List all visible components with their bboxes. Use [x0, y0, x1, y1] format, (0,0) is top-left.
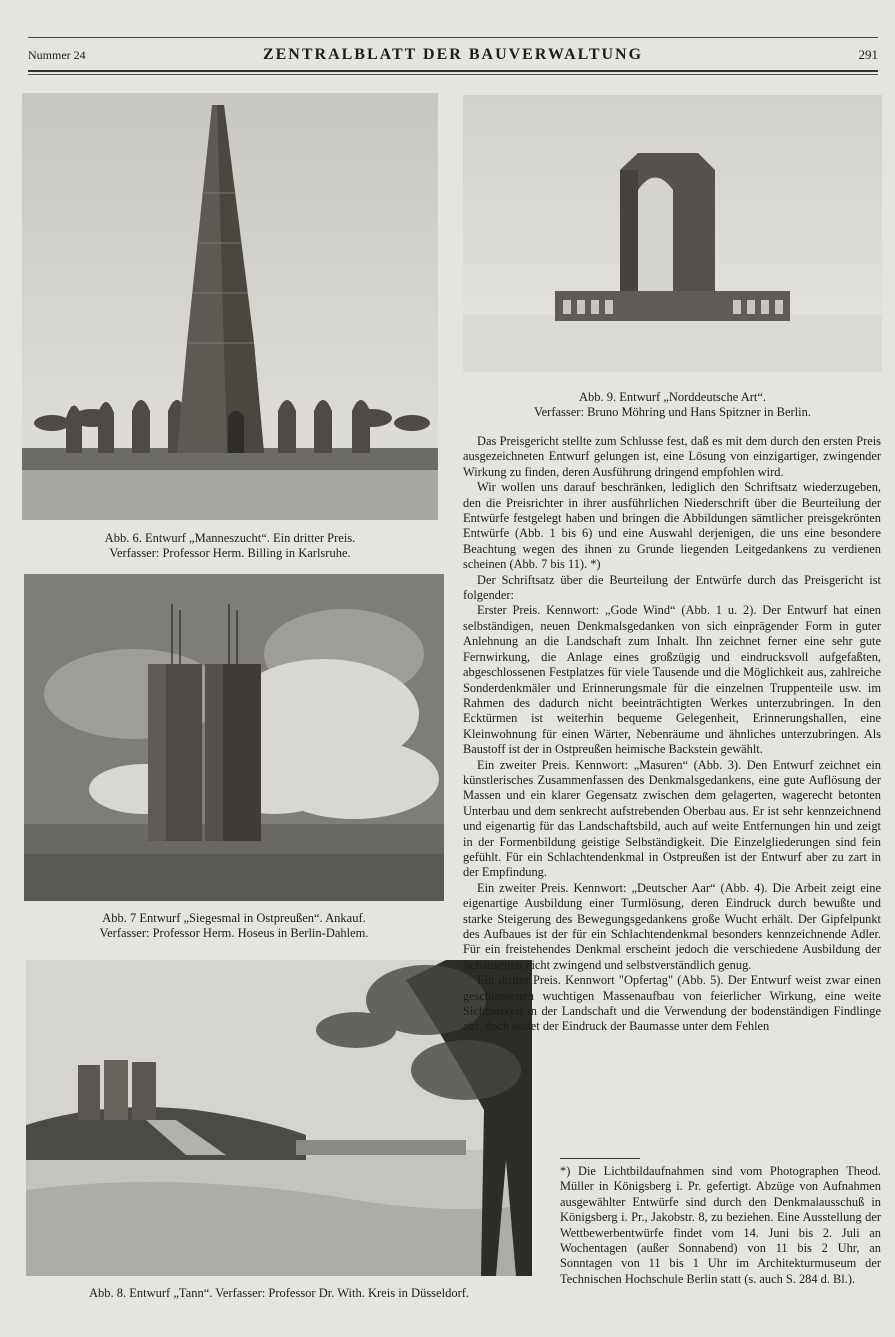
- caption-line: Abb. 9. Entwurf „Norddeutsche Art“.: [578, 390, 767, 404]
- caption-line: Verfasser: Bruno Möhring und Hans Spitzner in Berlin.: [533, 405, 812, 419]
- figure-abb9-caption: [463, 390, 882, 420]
- caption-line: Verfasser: Professor Herm. Hoseus in Berlin-Dahlem.: [99, 926, 369, 940]
- caption-line: Abb. 6. Entwurf „Manneszucht“. Ein dritter Preis.: [104, 531, 356, 545]
- header-rule-thin: [28, 74, 878, 75]
- figure-abb6-image: [22, 93, 438, 520]
- figure-abb7-image: [24, 574, 444, 901]
- body-paragraph: Erster Preis. Kennwort: „Gode Wind“ (Abb. 1 u. 2). Der Entwurf hat einen selbständigen, neuen Denkmalsgedanken von sich einprägender Form in guter Anlehnung an die Landschaft zum Inhalt. Ihn zeichnet ferner eine sehr gute Fernwirkung, die Anlage eines großzügig und eindrucksvoll aufgefaßten, abgeschlossenen Festplatzes für viele Tausende und die Möglichkeit aus, zahlreiche Sonderdenkmäler und Erinnerungsmale für die einzelnen Truppenteile usw. im Rahmen des dadurch nicht beeinträchtigten Werkes unterzubringen. In den Ecktürmen ist weiterhin bequeme Gelegenheit, Erinnerungshallen, eine Kleinwohnung für einen Wärter, Nebenräume und ähnliches unterzubringen. Als Baustoff ist der in Ostpreußen heimische Backstein gewählt.: [463, 603, 881, 757]
- article-body: [463, 434, 881, 1154]
- journal-title: ZENTRALBLATT DER BAUVERWALTUNG: [262, 46, 644, 63]
- body-paragraph: Der Schriftsatz über die Beurteilung der Entwürfe durch das Preisgericht ist folgender:: [463, 572, 881, 603]
- body-paragraph: Ein zweiter Preis. Kennwort: „Masuren“ (Abb. 3). Den Entwurf zeichnet ein künstlerisches Zusammenfassen des Denkmalsgedankens, eine gute Auflösung der Massen und ein klarer Gegensatz zwischen dem gelagerten, wagerecht betonten Unterbau und dem senkrecht aufstrebenden Oberbau aus. Er ist sehr kennzeichnend und eigenartig für das Landschaftsbild, auch auf weite Entfernungen hin und zeigt in der Formenbildung geistige Selbständigkeit. Die Einzelgliederungen sind fein gefühlt. Für ein Schlachtendenkmal in Ostpreußen ist der Entwurf aber zu zart in der Empfindung.: [463, 757, 881, 880]
- body-paragraph: Das Preisgericht stellte zum Schlusse fest, daß es mit dem durch den ersten Preis ausgezeichneten Entwurf gelungen ist, eine Lösung von einzigartiger, zwingender Wirkung zu finden, deren Ausführung dringend empfohlen wird.: [463, 434, 881, 479]
- caption-line: Verfasser: Professor Herm. Billing in Karlsruhe.: [109, 546, 351, 560]
- running-header: [28, 46, 878, 64]
- figure-abb8-image: [26, 960, 532, 1276]
- body-paragraph: Wir wollen uns darauf beschränken, lediglich den Schriftsatz wiederzugeben, den die Preisrichter in ihrer ausführlichen Niederschrift über die Beurteilung der Entwürfe festgelegt haben und bringen die Abbildungen sämtlicher preisgekrönten Entwürfe (Abb. 1 bis 6) und eine Auswahl derjenigen, die uns eine besondere Beachtung wegen des ihnen zu Grunde liegenden Leitgedankens zu verdienen scheinen (Abb. 7 bis 11). *): [463, 480, 881, 572]
- body-paragraph: Ein zweiter Preis. Kennwort: „Deutscher Aar“ (Abb. 4). Die Arbeit zeigt eine eigenartige Ausbildung einer Turmlösung, deren Eindruck durch bewußte und starke Steigerung des Bewegungsgedankens große Wucht erhält. Der Gipfelpunkt des Aufbaues ist der für ein Schlachtendenkmal besonders kennzeichnende Adler. Für ein freistehendes Denkmal erscheint jedoch die verschiedene Ausbildung der Schauseiten nicht zwingend und selbstverständlich genug.: [463, 880, 881, 972]
- issue-number: Nummer 24: [28, 48, 86, 62]
- footnote: *) Die Lichtbildaufnahmen sind vom Photographen Theod. Müller in Königsberg i. Pr. gefertigt. Abzüge von Aufnahmen ausgewählter Entwürfe sind durch den Denkmalausschuß in Königsberg i. Pr., Jakobstr. 8, zu beziehen. Eine Ausstellung der Wettbewerbentwürfe findet vom 14. Juni bis 2. Juli an Wochentagen (außer Sonnabend) von 11 bis 2 Uhr, an Sonntagen von 11 bis 1 Uhr im Architekturmuseum der Technischen Hochschule Berlin statt (s. auch S. 284 d. Bl.).: [560, 1164, 881, 1286]
- figure-abb6-caption: [22, 531, 438, 561]
- top-rule: [28, 37, 878, 38]
- figure-abb8-caption: [26, 1286, 532, 1301]
- figure-abb7-caption: [24, 911, 444, 941]
- figure-abb9-image: [463, 95, 882, 372]
- header-rule: [28, 70, 878, 72]
- footnote-rule: [560, 1158, 640, 1159]
- page-number: 291: [858, 47, 878, 62]
- body-paragraph: Ein dritter Preis. Kennwort "Opfertag" (Abb. 5). Der Entwurf weist zwar einen geschlossenen wuchtigen Massenaufbau von feierlicher Wirkung, eine weite Sichtbarkeit in der Landschaft und die Verwendung der bodenständigen Findlinge auf, doch leidet der Eindruck der Baumasse unter dem Fehlen: [463, 973, 881, 1034]
- caption-line: Abb. 7 Entwurf „Siegesmal in Ostpreußen“. Ankauf.: [102, 911, 366, 925]
- caption-line: Abb. 8. Entwurf „Tann“. Verfasser: Professor Dr. With. Kreis in Düsseldorf.: [88, 1286, 470, 1300]
